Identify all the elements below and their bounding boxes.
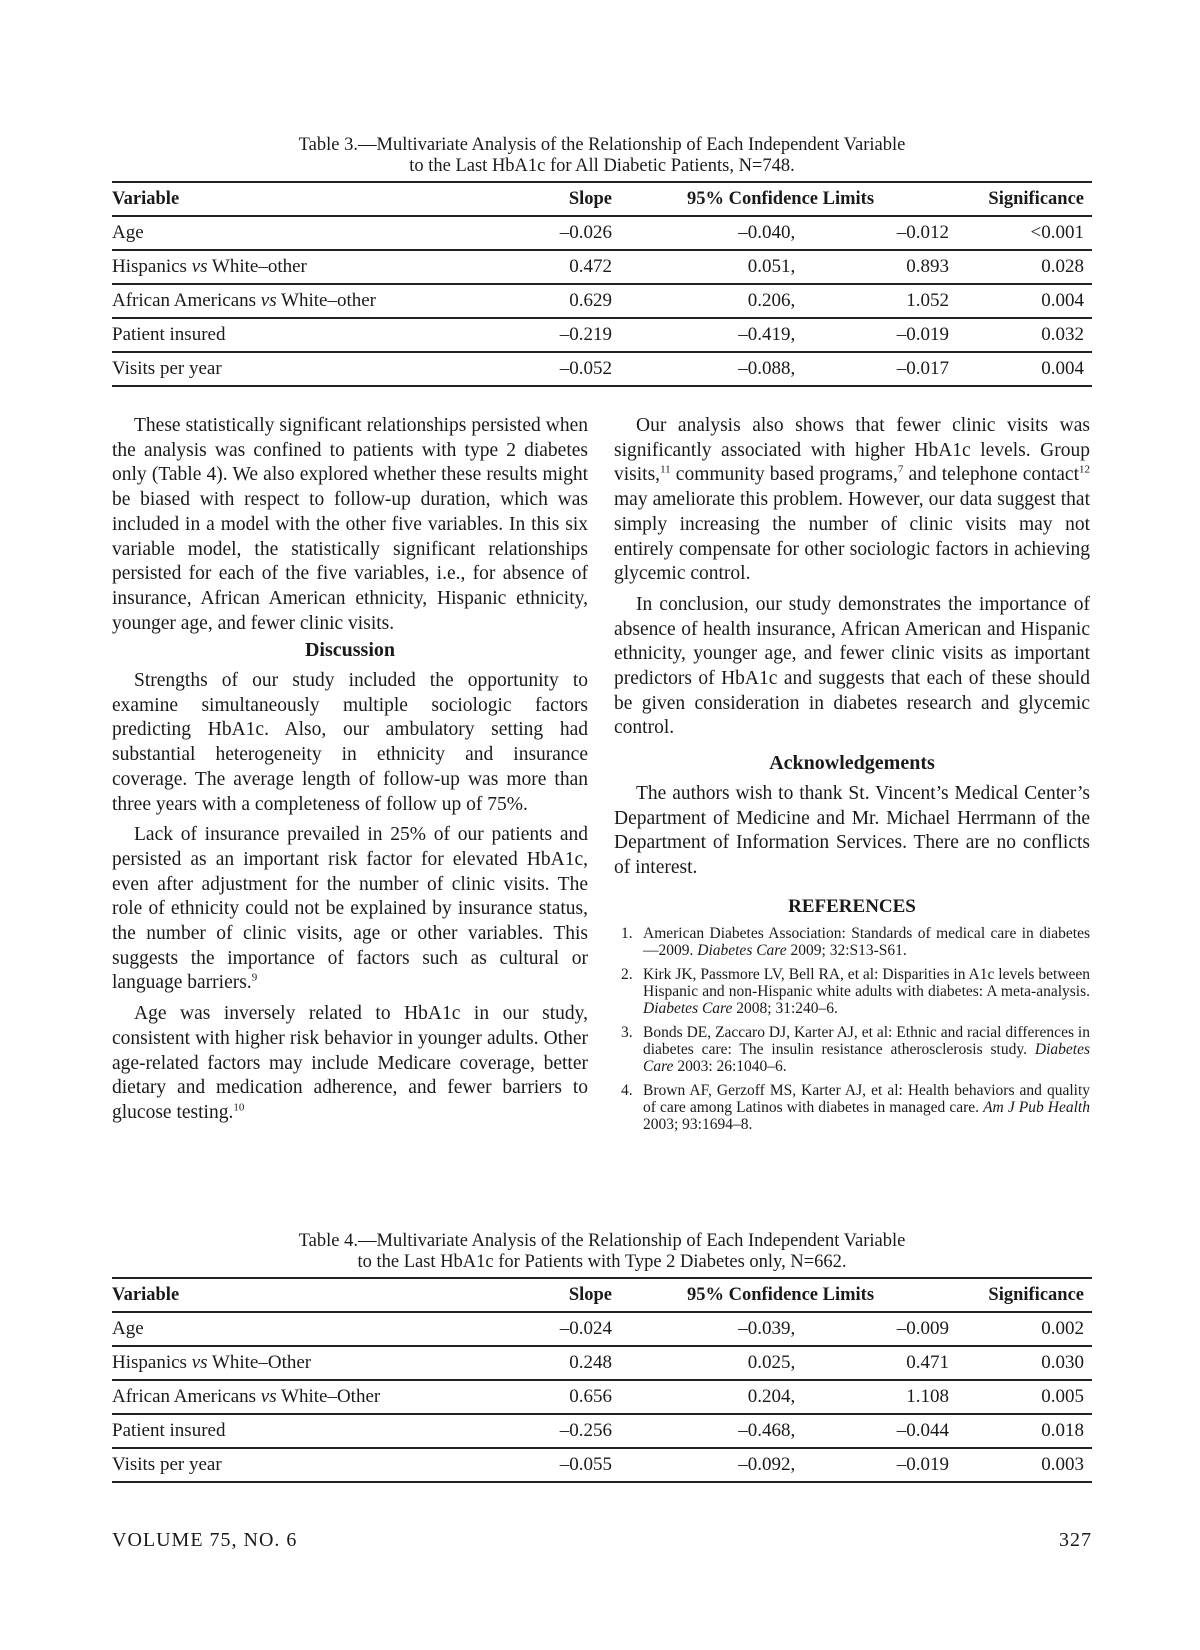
cell-ci-lower: 0.051, [612, 250, 803, 284]
page-number: 327 [1059, 1529, 1092, 1551]
cell-ci-lower: 0.025, [612, 1346, 803, 1380]
cell-variable: Patient insured [112, 318, 497, 352]
table-row [112, 284, 1092, 318]
table3-caption: Table 3.—Multivariate Analysis of the Relationship of Each Independent Variable to the Last HbA1c for All Diabetic Patients, N=748. [298, 135, 906, 176]
paragraph: Strengths of our study included the opportunity to examine simultaneously multiple sociologic factors predicting HbA1c. Also, our ambulatory setting had substantial heterogeneity in ethnicity and insurance coverage. The average length of follow-up was more than three years with a completeness of follow up of 75%. [112, 670, 588, 815]
journal-volume: VOLUME 75, NO. 6 [112, 1529, 298, 1551]
citation: 9 [251, 971, 258, 984]
cell-slope: 0.472 [497, 250, 612, 284]
right-column [614, 414, 1090, 1140]
cell-slope: –0.055 [497, 1448, 612, 1482]
cell-ci-upper: 0.893 [803, 250, 957, 284]
table-row [112, 318, 1092, 352]
header-ci: 95% Confidence Limits [612, 182, 957, 216]
cell-significance: 0.003 [957, 1448, 1092, 1482]
header-ci: 95% Confidence Limits [612, 1278, 957, 1312]
table4 [112, 1277, 1092, 1483]
cell-variable: African Americans vs White–Other [112, 1380, 497, 1414]
cell-ci-upper: –0.019 [803, 318, 957, 352]
table-header-row [112, 182, 1092, 216]
cell-significance: 0.005 [957, 1380, 1092, 1414]
table-row [112, 1414, 1092, 1448]
cell-significance: 0.002 [957, 1312, 1092, 1346]
cell-ci-lower: –0.468, [612, 1414, 803, 1448]
cell-variable: Patient insured [112, 1414, 497, 1448]
cell-significance: 0.030 [957, 1346, 1092, 1380]
cell-ci-lower: –0.039, [612, 1312, 803, 1346]
cell-ci-upper: 0.471 [803, 1346, 957, 1380]
cell-ci-upper: –0.019 [803, 1448, 957, 1482]
header-variable: Variable [112, 1278, 497, 1312]
cell-ci-upper: 1.052 [803, 284, 957, 318]
cell-slope: –0.026 [497, 216, 612, 250]
table4-body [112, 1312, 1092, 1482]
cell-variable: Hispanics vs White–other [112, 250, 497, 284]
reference-item: 3. Bonds DE, Zaccaro DJ, Karter AJ, et al: Ethnic and racial differences in diabetes care: The insulin resistance atherosclerosis study. Diabetes Care 2003: 26:1040–6. [621, 1024, 1090, 1076]
cell-significance: 0.004 [957, 284, 1092, 318]
paragraph: These statistically significant relationships persisted when the analysis was confined to patients with type 2 diabetes only (Table 4). We also explored whether these results might be biased with respect to follow-up duration, which was included in a model with the other five variables. In this six variable model, the statistically significant relationships persisted for each of the five variables, i.e., for absence of insurance, African American ethnicity, Hispanic ethnicity, younger age, and fewer clinic visits. [112, 415, 588, 634]
cell-significance: 0.018 [957, 1414, 1092, 1448]
cell-slope: –0.256 [497, 1414, 612, 1448]
table4-caption: Table 4.—Multivariate Analysis of the Relationship of Each Independent Variable to the Last HbA1c for Patients with Type 2 Diabetes only, N=662. [298, 1231, 906, 1272]
cell-ci-lower: –0.040, [612, 216, 803, 250]
acknowledgements-heading: Acknowledgements [769, 752, 935, 775]
reference-item: 2. Kirk JK, Passmore LV, Bell RA, et al: Disparities in A1c levels between Hispanic and non-Hispanic white adults with diabetes: A meta-analysis. Diabetes Care 2008; 31:240–6. [621, 966, 1090, 1018]
cell-ci-lower: –0.092, [612, 1448, 803, 1482]
cell-ci-upper: 1.108 [803, 1380, 957, 1414]
cell-significance: 0.032 [957, 318, 1092, 352]
table-row [112, 1380, 1092, 1414]
paragraph: Our analysis also shows that fewer clinic visits was significantly associated with higher HbA1c levels. Group visits,$^{11}$ community based programs,$^7$ and telephone contact$^{12}$ may ameliorate this problem. However, our data suggest that simply increasing the number of clinic visits may not entirely compensate for other sociologic factors in achieving glycemic control. [614, 415, 1090, 585]
cell-ci-upper: –0.017 [803, 352, 957, 386]
reference-item: 1. American Diabetes Association: Standards of medical care in diabetes—2009. Diabetes Care 2009; 32:S13-S61. [621, 925, 1090, 960]
cell-ci-lower: 0.204, [612, 1380, 803, 1414]
cell-significance: 0.004 [957, 352, 1092, 386]
cell-significance: <0.001 [957, 216, 1092, 250]
citation: 10 [233, 1101, 245, 1114]
header-slope: Slope [497, 1278, 612, 1312]
paragraph: Lack of insurance prevailed in 25% of our patients and persisted as an important risk factor for elevated HbA1c, even after adjustment for the number of clinic visits. The role of ethnicity could not be explained by insurance status, the number of clinic visits, age or other variables. This suggests the importance of factors such as cultural or language barriers.$^9$ [112, 824, 588, 994]
cell-slope: 0.656 [497, 1380, 612, 1414]
reference-item: 4. Brown AF, Gerzoff MS, Karter AJ, et al: Health behaviors and quality of care among Latinos with diabetes in managed care. Am J Pub Health 2003; 93:1694–8. [621, 1082, 1090, 1134]
table-row [112, 352, 1092, 386]
table-row [112, 250, 1092, 284]
cell-ci-lower: –0.419, [612, 318, 803, 352]
cell-variable: Visits per year [112, 352, 497, 386]
header-variable: Variable [112, 182, 497, 216]
table-row [112, 1448, 1092, 1482]
table-header-row [112, 1278, 1092, 1312]
cell-significance: 0.028 [957, 250, 1092, 284]
discussion-heading: Discussion [304, 639, 396, 662]
cell-variable: Visits per year [112, 1448, 497, 1482]
left-column [112, 414, 588, 1126]
paragraph: In conclusion, our study demonstrates the importance of absence of health insurance, African American and Hispanic ethnicity, younger age, and fewer clinic visits as important predictors of HbA1c and suggests that each of these should be given consideration in diabetes research and glycemic control. [614, 593, 1090, 739]
citation: 11 [660, 463, 671, 476]
cell-ci-upper: –0.009 [803, 1312, 957, 1346]
citation: 12 [1079, 463, 1090, 476]
citation: 7 [897, 463, 904, 476]
cell-slope: –0.024 [497, 1312, 612, 1346]
cell-ci-upper: –0.012 [803, 216, 957, 250]
header-slope: Slope [497, 182, 612, 216]
table3-body [112, 216, 1092, 386]
header-significance: Significance [957, 1278, 1092, 1312]
table3 [112, 181, 1092, 387]
table-row [112, 216, 1092, 250]
cell-ci-lower: 0.206, [612, 284, 803, 318]
references-list [614, 925, 1090, 1133]
paragraph: The authors wish to thank St. Vincent’s Medical Center’s Department of Medicine and Mr. Michael Herrmann of the Department of Information Services. There are no conflicts of interest. [614, 782, 1090, 878]
cell-variable: Age [112, 216, 497, 250]
cell-slope: 0.629 [497, 284, 612, 318]
header-significance: Significance [957, 182, 1092, 216]
cell-slope: –0.219 [497, 318, 612, 352]
cell-variable: Age [112, 1312, 497, 1346]
cell-ci-upper: –0.044 [803, 1414, 957, 1448]
cell-ci-lower: –0.088, [612, 352, 803, 386]
cell-variable: Hispanics vs White–Other [112, 1346, 497, 1380]
cell-slope: 0.248 [497, 1346, 612, 1380]
table-row [112, 1346, 1092, 1380]
paragraph: Age was inversely related to HbA1c in our study, consistent with higher risk behavior in younger adults. Other age-related factors may include Medicare coverage, better dietary and medication adherence, and fewer barriers to glucose testing.$^{10}$ [112, 1003, 588, 1123]
cell-slope: –0.052 [497, 352, 612, 386]
cell-variable: African Americans vs White–other [112, 284, 497, 318]
table-row [112, 1312, 1092, 1346]
references-heading: REFERENCES [788, 895, 916, 917]
